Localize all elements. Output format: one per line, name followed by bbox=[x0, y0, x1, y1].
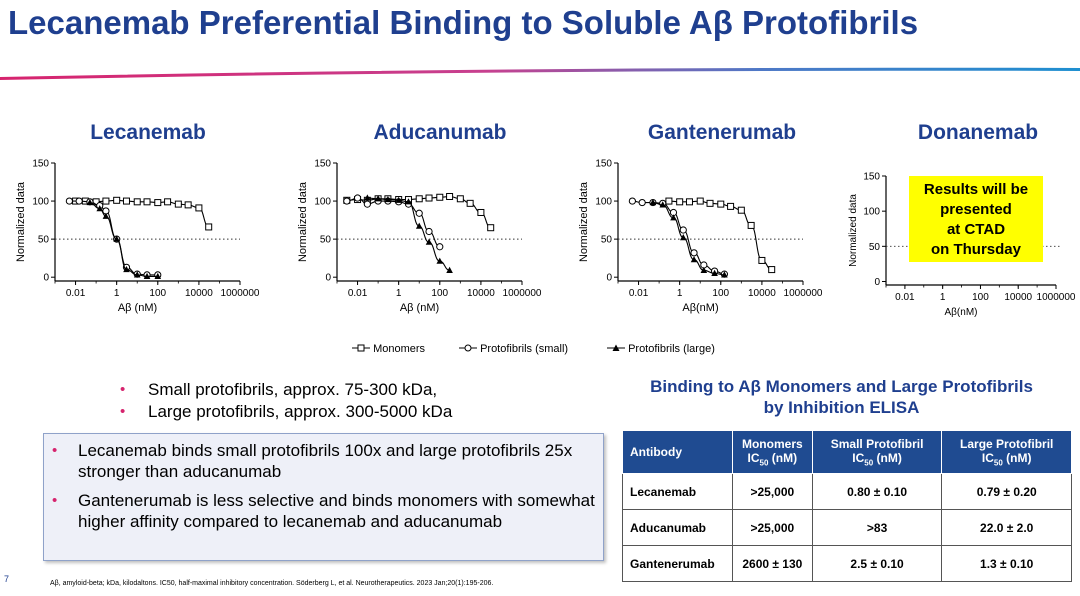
y-axis-label: Normalized data bbox=[848, 194, 859, 267]
table-cell: 0.79 ± 0.20 bbox=[942, 474, 1072, 510]
data-point bbox=[478, 209, 484, 215]
series-circle-open bbox=[629, 198, 727, 277]
data-point bbox=[66, 198, 72, 204]
table-header-cell bbox=[942, 431, 1072, 474]
data-point bbox=[437, 244, 443, 250]
x-tick-label: 1000000 bbox=[220, 288, 260, 299]
data-point bbox=[447, 193, 453, 199]
footnote: Aβ, amyloid-beta; kDa, kilodaltons. IC50, half-maximal inhibitory concentration. Söderberg L, et al. Neurotherapeutics. 2023 Jan;20(1):195-206. bbox=[50, 580, 494, 587]
data-point bbox=[467, 200, 473, 206]
y-tick-label: 0 bbox=[606, 272, 612, 284]
y-tick-label: 50 bbox=[868, 241, 880, 253]
y-tick-label: 150 bbox=[863, 171, 880, 183]
data-point bbox=[354, 195, 360, 201]
data-point bbox=[206, 224, 212, 230]
x-tick-label: 0.01 bbox=[895, 292, 915, 303]
table-cell: Aducanumab bbox=[623, 510, 733, 546]
x-tick-label: 0.01 bbox=[347, 288, 368, 299]
data-point bbox=[103, 198, 109, 204]
key-findings-box bbox=[43, 433, 604, 561]
table-row bbox=[623, 510, 1072, 546]
data-point bbox=[457, 196, 463, 202]
x-tick-label: 0.01 bbox=[65, 288, 86, 299]
ic50-table bbox=[622, 430, 1072, 582]
table-title-line: by Inhibition ELISA bbox=[763, 398, 920, 417]
chart-title-gantenerumab: Gantenerumab bbox=[647, 121, 797, 144]
table-cell: 1.3 ± 0.10 bbox=[942, 546, 1072, 582]
donanemab-callout bbox=[909, 176, 1043, 262]
y-tick-label: 0 bbox=[874, 276, 880, 288]
data-point bbox=[426, 195, 432, 201]
table-cell: 22.0 ± 2.0 bbox=[942, 510, 1072, 546]
y-tick-label: 150 bbox=[595, 158, 612, 170]
y-tick-label: 50 bbox=[37, 234, 49, 246]
table-cell: 2600 ± 130 bbox=[732, 546, 812, 582]
data-point bbox=[426, 228, 432, 234]
data-point bbox=[666, 198, 672, 204]
legend-item-large bbox=[607, 343, 715, 355]
list-item bbox=[52, 490, 597, 532]
chart-title-aducanumab: Aducanumab bbox=[373, 121, 507, 144]
y-tick-label: 0 bbox=[325, 272, 331, 284]
data-point bbox=[416, 196, 422, 202]
slide-title: Lecanemab Preferential Binding to Soluble Aβ Protofibrils bbox=[8, 4, 919, 41]
y-axis-label: Normalized data bbox=[297, 181, 309, 263]
table-cell: 2.5 ± 0.10 bbox=[812, 546, 942, 582]
x-tick-label: 100 bbox=[149, 288, 167, 299]
y-tick-label: 0 bbox=[43, 272, 49, 284]
table-cell: Gantenerumab bbox=[623, 546, 733, 582]
bullet-icon: • bbox=[120, 403, 126, 420]
header-sub: $IC_{50}$ (nM) bbox=[747, 450, 798, 468]
page-number: 7 bbox=[4, 574, 10, 584]
data-point bbox=[697, 198, 703, 204]
data-point bbox=[155, 200, 161, 206]
bullet-text: Gantenerumab is less selective and binds monomers with somewhat higher affinity compared to lecanemab and aducanumab bbox=[78, 491, 595, 531]
data-point bbox=[364, 201, 370, 207]
y-tick-label: 100 bbox=[32, 196, 49, 208]
chart-aducanumab bbox=[282, 150, 552, 330]
x-axis-label: Aβ (nM) bbox=[117, 302, 158, 314]
x-tick-label: 1 bbox=[113, 288, 120, 299]
series-curve bbox=[669, 201, 772, 270]
circle-marker-icon bbox=[459, 343, 477, 353]
series-curve bbox=[632, 201, 724, 274]
bullet-icon: • bbox=[52, 442, 58, 459]
table-header-row bbox=[623, 431, 1072, 474]
data-point bbox=[686, 199, 692, 205]
series-circle-open bbox=[66, 198, 161, 278]
header-sub: $IC_{50}$ (nM) bbox=[981, 450, 1032, 468]
y-tick-label: 100 bbox=[314, 196, 331, 208]
chart-title-lecanemab: Lecanemab bbox=[90, 121, 206, 144]
data-point bbox=[680, 227, 686, 233]
y-tick-label: 50 bbox=[600, 234, 612, 246]
data-point bbox=[759, 257, 765, 263]
header-label: Small Protofibril bbox=[830, 436, 924, 451]
data-point bbox=[748, 222, 754, 228]
x-axis-label: Aβ(nM) bbox=[944, 307, 978, 318]
legend-item-small bbox=[459, 343, 568, 355]
bullet-text: Large protofibrils, approx. 300-5000 kDa bbox=[148, 402, 453, 421]
table-header-cell bbox=[812, 431, 942, 474]
protofibril-size-list bbox=[120, 379, 452, 423]
legend-label: Monomers bbox=[373, 343, 426, 355]
x-tick-label: 10000 bbox=[1004, 292, 1033, 303]
y-axis-label: Normalized data bbox=[578, 181, 590, 263]
x-tick-label: 1 bbox=[939, 292, 946, 303]
x-tick-label: 100 bbox=[431, 288, 449, 299]
x-tick-label: 1000000 bbox=[1036, 292, 1076, 303]
y-tick-label: 100 bbox=[863, 206, 880, 218]
axes bbox=[333, 163, 522, 285]
chart-gantenerumab bbox=[563, 150, 833, 330]
table-header-cell bbox=[623, 431, 733, 474]
data-point bbox=[718, 201, 724, 207]
callout-line: on Thursday bbox=[930, 241, 1021, 258]
chart-lecanemab bbox=[0, 150, 270, 330]
list-item bbox=[120, 379, 452, 401]
x-tick-label: 100 bbox=[972, 292, 989, 303]
y-tick-label: 150 bbox=[32, 158, 49, 170]
triangle-marker-icon bbox=[607, 343, 625, 353]
data-point bbox=[134, 199, 140, 205]
callout-line: presented bbox=[940, 201, 1012, 218]
bullet-text: Lecanemab binds small protofibrils 100x and large protofibrils 25x stronger than aducanumab bbox=[78, 441, 573, 481]
legend-label: Protofibrils (large) bbox=[628, 343, 715, 355]
data-point bbox=[114, 197, 120, 203]
square-marker-icon bbox=[352, 343, 370, 353]
table-row bbox=[623, 546, 1072, 582]
data-point bbox=[769, 267, 775, 273]
x-axis-label: Aβ(nM) bbox=[682, 302, 719, 314]
bullet-icon: • bbox=[52, 492, 58, 509]
data-point bbox=[707, 200, 713, 206]
x-tick-label: 100 bbox=[712, 288, 730, 299]
bullet-icon: • bbox=[120, 381, 126, 398]
list-item bbox=[52, 440, 597, 482]
header-label: Antibody bbox=[630, 445, 682, 459]
data-point bbox=[144, 199, 150, 205]
y-tick-label: 100 bbox=[595, 196, 612, 208]
table-title bbox=[615, 376, 1068, 418]
x-tick-label: 1 bbox=[395, 288, 402, 299]
data-point bbox=[416, 210, 422, 216]
x-axis-label: Aβ (nM) bbox=[399, 302, 440, 314]
y-tick-label: 50 bbox=[319, 234, 331, 246]
data-point bbox=[728, 203, 734, 209]
data-point bbox=[691, 250, 697, 256]
y-axis-label: Normalized data bbox=[15, 181, 27, 263]
table-row bbox=[623, 474, 1072, 510]
data-point bbox=[629, 198, 635, 204]
list-item bbox=[120, 401, 452, 423]
chart-legend bbox=[352, 343, 752, 357]
data-point bbox=[344, 198, 350, 204]
x-tick-label: 10000 bbox=[466, 288, 495, 299]
y-tick-label: 150 bbox=[314, 158, 331, 170]
table-cell: >25,000 bbox=[732, 474, 812, 510]
chart-title-donanemab: Donanemab bbox=[917, 121, 1039, 144]
x-tick-label: 1 bbox=[676, 288, 683, 299]
table-cell: Lecanemab bbox=[623, 474, 733, 510]
data-point bbox=[639, 199, 645, 205]
legend-label: Protofibrils (small) bbox=[480, 343, 569, 355]
data-point bbox=[123, 198, 129, 204]
data-point bbox=[165, 199, 171, 205]
series-triangle-filled bbox=[650, 199, 728, 278]
header-sub: $IC_{50}$ (nM) bbox=[852, 450, 902, 468]
x-tick-label: 10000 bbox=[747, 288, 776, 299]
data-point bbox=[185, 202, 191, 208]
table-title-line: Binding to Aβ Monomers and Large Protofibrils bbox=[650, 377, 1033, 396]
legend-item-monomers bbox=[352, 343, 425, 355]
table-cell: >83 bbox=[812, 510, 942, 546]
data-point bbox=[196, 205, 202, 211]
header-label: Monomers bbox=[741, 436, 803, 451]
data-point bbox=[488, 225, 494, 231]
table-header-cell bbox=[732, 431, 812, 474]
bullet-text: Small protofibrils, approx. 75-300 kDa, bbox=[148, 380, 438, 399]
title-swoosh bbox=[0, 62, 1080, 84]
data-point bbox=[175, 201, 181, 207]
x-tick-label: 0.01 bbox=[628, 288, 649, 299]
header-label: Large Protofibril bbox=[960, 436, 1054, 451]
x-tick-label: 1000000 bbox=[502, 288, 542, 299]
data-point bbox=[76, 198, 82, 204]
x-tick-label: 1000000 bbox=[783, 288, 823, 299]
callout-line: at CTAD bbox=[946, 221, 1006, 238]
x-tick-label: 10000 bbox=[184, 288, 213, 299]
data-point bbox=[677, 199, 683, 205]
series-square-open bbox=[666, 198, 775, 273]
table-cell: >25,000 bbox=[732, 510, 812, 546]
series-curve bbox=[367, 198, 449, 270]
data-point bbox=[437, 194, 443, 200]
callout-line: Results will be bbox=[923, 181, 1029, 198]
series-curve bbox=[653, 203, 725, 275]
data-point bbox=[738, 207, 744, 213]
table-cell: 0.80 ± 0.10 bbox=[812, 474, 942, 510]
